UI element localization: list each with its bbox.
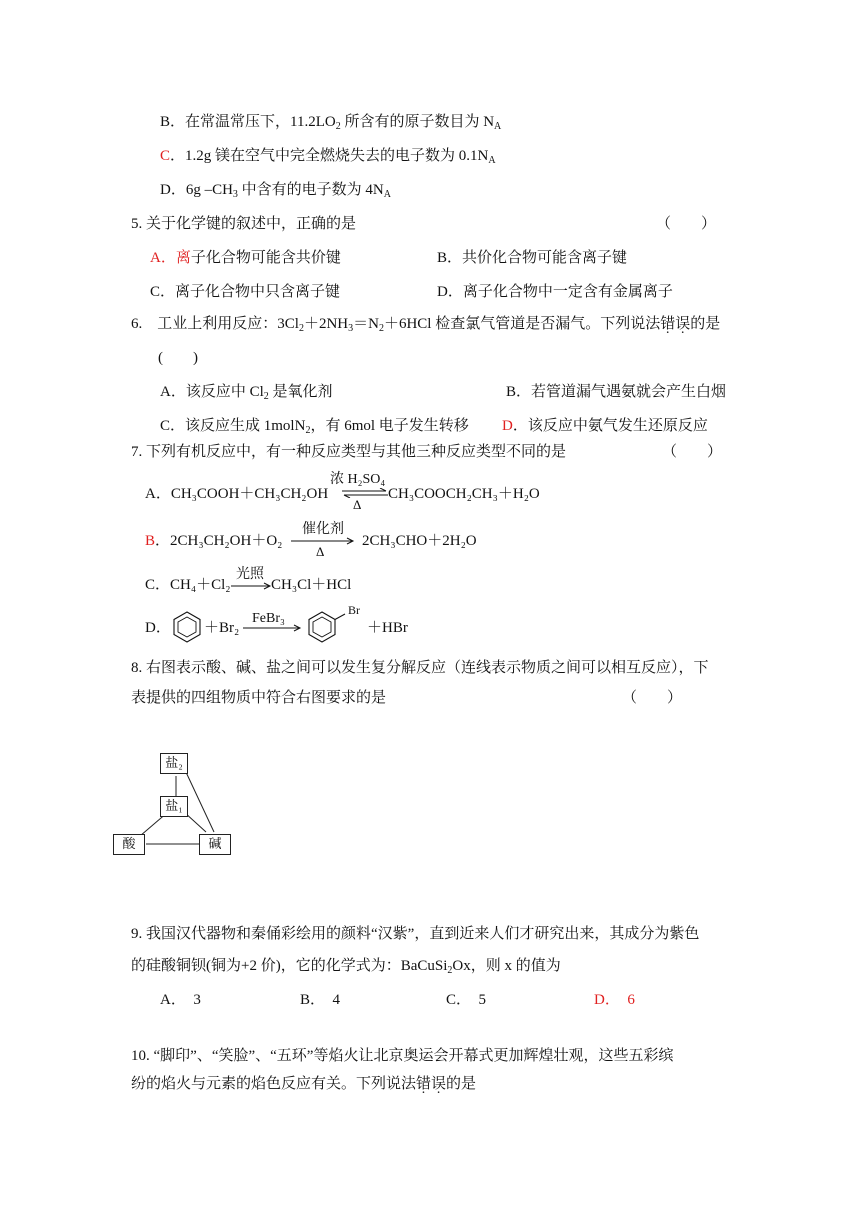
- q9-stem-line2: [131, 956, 561, 976]
- q6-option-a-text2: 是氧化剂: [268, 384, 333, 400]
- q7-option-b-left: ．2CH₃CH₂OH＋O₂: [155, 533, 283, 549]
- q4-option-c-text: ．1.2g 镁在空气中完全燃烧失去的电子数为 0.1N: [170, 148, 489, 164]
- diagram-salt2-box: [160, 753, 188, 774]
- subscript: 2: [335, 121, 341, 132]
- q8-answer-paren: （ ）: [622, 690, 683, 706]
- q9-option-d: D． 6: [594, 992, 635, 1008]
- q8-stem-line2: 表提供的四组物质中符合右图要求的是: [131, 690, 387, 706]
- q5-option-d: D．离子化合物中一定含有金属离子: [437, 284, 673, 300]
- diagram-salt2-label: 盐₂: [165, 755, 183, 770]
- diagram-base-box: [199, 834, 231, 855]
- q6-stem-c: ＝N: [353, 316, 379, 332]
- q7-option-b-reactants: [145, 531, 282, 551]
- q7-option-c-reactants: C．CH₄＋Cl₂: [145, 577, 231, 593]
- q5-answer-paren: （ ）: [656, 216, 717, 232]
- reversible-arrow-icon: [340, 488, 390, 498]
- q7-option-d-plus-br2: ＋Br₂: [204, 620, 240, 636]
- q10-stem-line2: [131, 1074, 476, 1094]
- subscript: 2: [263, 391, 269, 402]
- q8-stem-line1: 8. 右图表示酸、碱、盐之间可以发生复分解反应（连线表示物质之间可以相互反应），下: [131, 660, 709, 676]
- diagram-acid-box: [113, 834, 145, 855]
- q5-option-a: [150, 248, 341, 268]
- q5-stem: 5. 关于化学键的叙述中，正确的是: [131, 216, 357, 232]
- subscript: A: [494, 121, 502, 132]
- q7-option-a-heat: Δ: [353, 497, 362, 512]
- q7-option-b-letter: B: [145, 533, 156, 549]
- q7-option-a-condition: 浓 H₂SO₄: [330, 472, 386, 487]
- q10-stem-line2-b: 的是: [446, 1076, 477, 1092]
- q4-option-b-text2: 所含有的原子数目为 N: [340, 114, 495, 130]
- q10-stem-line1: 10. “脚印”、“笑脸”、“五环”等焰火让北京奥运会开幕式更加辉煌壮观，这些五彩缤: [131, 1048, 674, 1064]
- subscript: 2: [378, 323, 384, 334]
- q4-option-b: [160, 112, 501, 132]
- subscript: 2: [298, 323, 304, 334]
- q9-stem-line1: 9. 我国汉代器物和秦俑彩绘用的颜料“汉紫”，直到近来人们才研究出来，其成分为紫色: [131, 926, 700, 942]
- q7-option-b-heat: Δ: [316, 544, 325, 559]
- q6-stem-a: 6. 工业上利用反应：3Cl: [131, 316, 299, 332]
- q6-option-d-letter: D: [502, 418, 513, 434]
- emphasis-char: 错: [660, 316, 676, 332]
- subscript: 3: [232, 189, 238, 200]
- q4-option-c-letter: C: [160, 148, 171, 164]
- q6-option-a: [160, 382, 333, 402]
- q9-option-c: C． 5: [446, 992, 487, 1008]
- q9-stem-line2-b: Ox，则 x 的值为: [452, 958, 561, 974]
- q6-option-c-text2: ，有 6mol 电子发生转移: [310, 418, 469, 434]
- q4-option-d-text: D．6g –CH: [160, 182, 233, 198]
- subscript: A: [488, 155, 496, 166]
- arrow-right-icon: [230, 582, 272, 590]
- diagram-salt1-label: 盐₁: [165, 798, 183, 813]
- q7-option-b-condition: 催化剂: [302, 522, 344, 537]
- q6-stem-d: ＋6HCl 检查氯气管道是否漏气。下列说法: [383, 316, 661, 332]
- q7-option-d-condition: FeBr₃: [252, 611, 285, 626]
- q9-stem-line2-a: 的硅酸铜钡(铜为+2 价)，它的化学式为：BaCuSi: [131, 958, 448, 974]
- q4-option-d: [160, 180, 391, 200]
- arrow-right-icon: [242, 624, 302, 632]
- subscript: A: [383, 189, 391, 200]
- subscript: 2: [305, 425, 311, 436]
- q5-option-a-text: 子化合物可能含共价键: [190, 250, 341, 266]
- emphasis-char: 错: [416, 1076, 432, 1092]
- bromobenzene-icon: [305, 610, 351, 644]
- q4-option-d-text2: 中含有的电子数为 4N: [237, 182, 384, 198]
- q7-answer-paren: （ ）: [662, 444, 723, 460]
- emphasis-char: 误: [675, 316, 691, 332]
- diagram-salt1-box: [160, 796, 188, 817]
- q9-option-b: B． 4: [300, 992, 341, 1008]
- diagram-acid-label: 酸: [122, 836, 136, 851]
- q6-option-d-text: ．该反应中氨气发生还原反应: [512, 418, 708, 434]
- diagram-base-label: 碱: [208, 836, 222, 851]
- q4-option-b-text: B．在常温常压下，11.2LO: [160, 114, 336, 130]
- q7-option-c-products: CH₃Cl＋HCl: [271, 577, 352, 593]
- q7-option-d-br-label: Br: [348, 603, 360, 617]
- subscript: 3: [348, 323, 354, 334]
- benzene-ring-icon: [170, 610, 204, 644]
- q7-option-a-reactants: A．CH₃COOH＋CH₃CH₂OH: [145, 486, 329, 502]
- q6-option-d: [502, 416, 708, 436]
- q6-option-c-text: C．该反应生成 1molN: [160, 418, 306, 434]
- q5-option-a-red: A．离: [150, 250, 191, 266]
- q6-option-b: B．若管道漏气遇氨就会产生白烟: [506, 384, 727, 400]
- q7-stem: 7. 下列有机反应中，有一种反应类型与其他三种反应类型不同的是: [131, 444, 567, 460]
- q9-option-a: A． 3: [160, 992, 201, 1008]
- q6-stem-b: ＋2NH: [303, 316, 349, 332]
- q6-option-c: [160, 416, 469, 436]
- q6-answer-paren: ( ): [158, 350, 198, 366]
- q7-option-d-products: ＋HBr: [367, 620, 408, 636]
- q4-option-c: [160, 146, 496, 166]
- q5-option-c: C．离子化合物中只含离子键: [150, 284, 341, 300]
- q10-stem-line2-a: 纷的焰火与元素的焰色反应有关。下列说法: [131, 1076, 417, 1092]
- q7-option-b-products: 2CH₃CHO＋2H₂O: [362, 533, 477, 549]
- q7-option-d-letter: D．: [145, 620, 171, 636]
- q5-option-b: B．共价化合物可能含离子键: [437, 250, 628, 266]
- q7-option-a-products: CH₃COOCH₂CH₃＋H₂O: [388, 486, 540, 502]
- q6-stem-f: 的是: [690, 316, 721, 332]
- q7-option-c-condition: 光照: [236, 567, 264, 582]
- q6-stem: [131, 314, 720, 334]
- subscript: 2: [447, 965, 453, 976]
- q6-option-a-text: A．该反应中 Cl: [160, 384, 264, 400]
- emphasis-char: 误: [431, 1076, 447, 1092]
